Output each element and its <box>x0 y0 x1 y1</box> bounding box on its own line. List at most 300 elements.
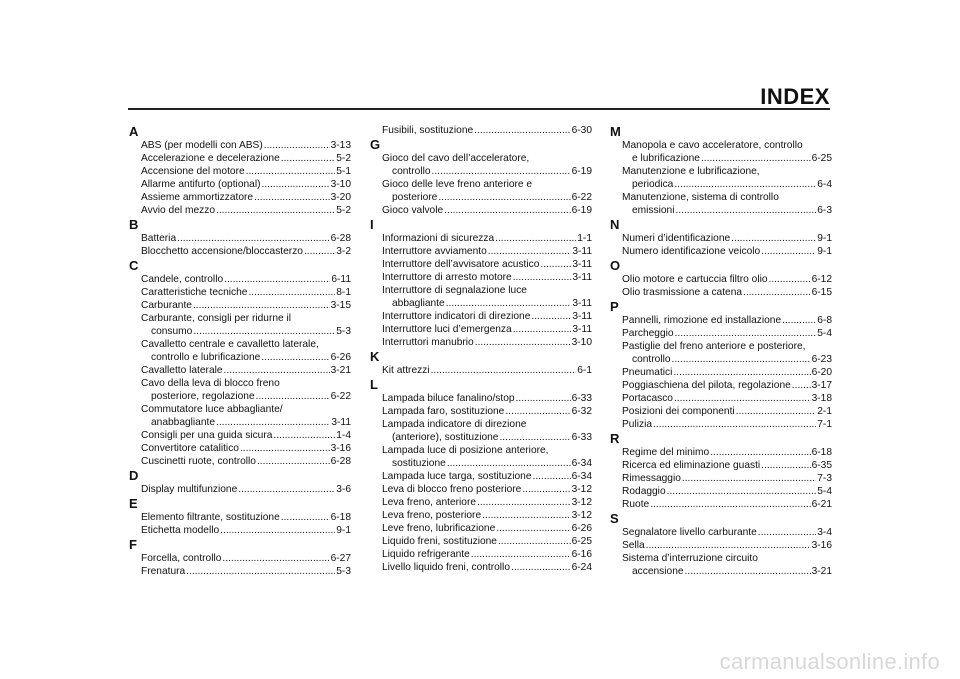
index-entry-label: Frenatura <box>141 566 186 577</box>
leader-dots <box>531 310 571 323</box>
watermark: carmanualsonline.info <box>719 649 940 674</box>
leader-dots <box>254 191 330 204</box>
index-entry <box>370 336 592 349</box>
index-entry-label: Cuscinetti ruote, controllo <box>141 456 256 467</box>
page-reference: 5-1 <box>336 166 351 177</box>
page-reference: 6-33 <box>571 393 592 404</box>
index-entry-label: controllo e lubrificazione <box>151 352 261 363</box>
index-entry <box>129 338 351 364</box>
leader-dots <box>675 327 817 340</box>
leader-dots <box>646 539 811 552</box>
index-entry-label: Parcheggio <box>622 328 674 339</box>
leader-dots <box>216 204 335 217</box>
index-entry-label: Interruttore avviamento <box>382 246 487 257</box>
index-entry-label: Numero identificazione veicolo <box>622 246 761 257</box>
page-reference: 6-19 <box>571 205 592 216</box>
index-entry <box>129 204 351 217</box>
leader-dots <box>667 485 817 498</box>
leader-dots <box>222 552 329 565</box>
leader-dots <box>474 124 570 137</box>
index-entry <box>610 232 832 245</box>
leader-dots <box>216 416 330 429</box>
index-entry <box>370 271 592 284</box>
page-reference: 6-26 <box>571 523 592 534</box>
index-entry-label: Leva di blocco freno posteriore <box>382 484 522 495</box>
section-letter: L <box>370 377 378 392</box>
leader-dots <box>682 472 816 485</box>
index-entry <box>129 165 351 178</box>
page-reference: 5-3 <box>336 326 351 337</box>
index-entry-label: sostituzione <box>392 458 446 469</box>
leader-dots <box>761 459 810 472</box>
leader-dots <box>533 470 571 483</box>
leader-dots <box>273 429 335 442</box>
page-reference: 5-4 <box>817 328 832 339</box>
index-entry <box>610 286 832 299</box>
page-reference: 3-11 <box>572 246 592 257</box>
index-entry <box>129 245 351 258</box>
page-reference: 6-24 <box>571 562 592 573</box>
index-entry <box>610 392 832 405</box>
index-entry-label: Convertitore catalitico <box>141 443 239 454</box>
section-letter: D <box>129 468 139 483</box>
leader-dots <box>224 273 330 286</box>
index-entry <box>129 403 351 429</box>
index-entry-label-line: Manutenzione e lubrificazione, <box>622 166 760 177</box>
index-entry <box>129 139 351 152</box>
index-entry <box>129 232 351 245</box>
page-reference: 6-34 <box>571 471 592 482</box>
index-entry <box>129 377 351 403</box>
leader-dots <box>432 165 571 178</box>
page-reference: 6-32 <box>571 406 592 417</box>
section-letter: N <box>610 217 620 232</box>
index-entry-label: anabbagliante <box>151 417 216 428</box>
index-entry-label: Posizioni dei componenti <box>622 406 735 417</box>
section-letter: O <box>610 258 621 273</box>
page-reference: 9-1 <box>817 233 832 244</box>
leader-dots <box>792 379 811 392</box>
index-entry <box>370 178 592 204</box>
index-entry <box>370 284 592 310</box>
index-entry-label-line: Manutenzione, sistema di controllo <box>622 192 779 203</box>
leader-dots <box>447 457 571 470</box>
page-reference: 9-1 <box>817 246 832 257</box>
index-entry-label-line: Carburante, consigli per ridurne il <box>141 313 292 324</box>
page-reference: 3-11 <box>572 298 592 309</box>
page-reference: 6-28 <box>330 456 351 467</box>
leader-dots <box>653 418 816 431</box>
index-entry-label-line: Lampada luce di posizione anteriore, <box>382 445 549 456</box>
leader-dots <box>672 353 811 366</box>
leader-dots <box>257 455 330 468</box>
leader-dots <box>736 405 817 418</box>
leader-dots <box>674 392 811 405</box>
index-entry-label: Lampada luce targa, sostituzione <box>382 471 532 482</box>
leader-dots <box>496 522 570 535</box>
index-entry-label-line: Gioco del cavo dell’acceleratore, <box>382 153 530 164</box>
index-entry-label: Ricerca ed eliminazione guasti <box>622 460 761 471</box>
leader-dots <box>522 483 570 496</box>
index-entry <box>370 204 592 217</box>
index-entry-label: Avvio del mezzo <box>141 205 215 216</box>
section-letter: G <box>370 137 381 152</box>
index-entry <box>610 459 832 472</box>
page-reference: 6-27 <box>330 553 351 564</box>
index-entry-label: controllo <box>392 166 431 177</box>
index-entry <box>129 364 351 377</box>
leader-dots <box>304 245 335 258</box>
page-reference: 6-25 <box>571 536 592 547</box>
section-letter: A <box>129 124 139 139</box>
leader-dots <box>650 498 810 511</box>
index-entry <box>610 405 832 418</box>
index-entry <box>129 299 351 312</box>
page-reference: 3-11 <box>572 272 592 283</box>
index-entry-label: Segnalatore livello carburante <box>622 527 757 538</box>
index-entry <box>370 258 592 271</box>
index-entry <box>129 442 351 455</box>
page-reference: 3-15 <box>330 300 351 311</box>
leader-dots <box>673 366 810 379</box>
leader-dots <box>281 152 336 165</box>
leader-dots <box>731 232 816 245</box>
page-reference: 6-8 <box>817 315 832 326</box>
index-entry-label: Forcella, controllo <box>141 553 222 564</box>
index-entry-label: Display multifunzione <box>141 484 238 495</box>
page-reference: 3-18 <box>811 393 832 404</box>
index-entry-label: Liquido freni, sostituzione <box>382 536 497 547</box>
page-reference: 3-12 <box>571 510 592 521</box>
index-entry-label: periodica <box>632 179 674 190</box>
index-entry-label: Olio motore e cartuccia filtro olio <box>622 274 768 285</box>
page-reference: 7-3 <box>817 473 832 484</box>
index-entry-label: Sella <box>622 540 645 551</box>
leader-dots <box>495 232 576 245</box>
leader-dots <box>475 336 571 349</box>
index-entry-label: Portacasco <box>622 393 673 404</box>
index-entry-label: Interruttore di arresto motore <box>382 272 512 283</box>
index-entry-label: abbagliante <box>392 298 445 309</box>
index-entry <box>610 418 832 431</box>
page-reference: 1-4 <box>336 430 351 441</box>
section-letter: I <box>370 217 374 232</box>
page-reference: 3-17 <box>811 380 832 391</box>
index-entry-label: Lampada biluce fanalino/stop <box>382 393 515 404</box>
index-entry-label: Interruttore dell’avvisatore acustico <box>382 259 540 270</box>
index-entry-label: Accensione del motore <box>141 166 245 177</box>
index-entry <box>370 310 592 323</box>
index-entry-label: Gioco valvole <box>382 205 444 216</box>
index-entry-label: Caratteristiche tecniche <box>141 287 248 298</box>
page-reference: 3-16 <box>811 540 832 551</box>
page-reference: 6-16 <box>571 549 592 560</box>
leader-dots <box>482 509 571 522</box>
index-entry-label: accensione <box>632 566 684 577</box>
index-entry-label: Poggiaschiena del pilota, regolazione <box>622 380 791 391</box>
index-entry-label: Rimessaggio <box>622 473 681 484</box>
page-reference: 6-35 <box>811 460 832 471</box>
index-entry-label: Candele, controllo <box>141 274 224 285</box>
index-entry <box>610 191 832 217</box>
page-reference: 6-23 <box>811 354 832 365</box>
index-entry-label-line: Sistema d’interruzione circuito <box>622 553 758 564</box>
page-reference: 6-21 <box>811 499 832 510</box>
index-entry-label: (anteriore), sostituzione <box>392 432 499 443</box>
index-entry-label-line: Cavalletto centrale e cavalletto laterale, <box>141 339 319 350</box>
index-entry <box>370 245 592 258</box>
index-entry <box>370 152 592 178</box>
leader-dots <box>224 364 330 377</box>
index-entry <box>370 418 592 444</box>
index-entry <box>610 327 832 340</box>
page-reference: 3-10 <box>330 179 351 190</box>
leader-dots <box>238 483 335 496</box>
page-reference: 1-1 <box>577 233 592 244</box>
page-reference: 6-33 <box>571 432 592 443</box>
index-entry-label-line: Gioco delle leve freno anteriore e <box>382 179 533 190</box>
page-reference: 3-12 <box>571 484 592 495</box>
index-entry <box>370 483 592 496</box>
page-reference: 3-11 <box>572 324 592 335</box>
page-reference: 8-1 <box>336 287 351 298</box>
index-entry-label: Pulizia <box>622 419 653 430</box>
page-reference: 3-2 <box>336 246 351 257</box>
index-entry <box>370 509 592 522</box>
index-entry-label: Accelerazione e decelerazione <box>141 153 280 164</box>
index-entry-label-line: Interruttore di segnalazione luce <box>382 285 527 296</box>
index-entry <box>370 124 592 137</box>
leader-dots <box>431 364 577 377</box>
index-entry <box>610 139 832 165</box>
leader-dots <box>240 442 330 455</box>
index-entry-label: Olio trasmissione a catena <box>622 287 743 298</box>
index-entry <box>610 446 832 459</box>
index-entry-label: Interruttore luci d’emergenza <box>382 324 512 335</box>
leader-dots <box>261 351 329 364</box>
index-entry-label: Pannelli, rimozione ed installazione <box>622 315 782 326</box>
index-entry <box>370 535 592 548</box>
section-letter: R <box>610 431 620 446</box>
index-entry-label: emissioni <box>632 205 675 216</box>
index-entry <box>610 245 832 258</box>
index-entry <box>129 191 351 204</box>
index-entry-label: Kit attrezzi <box>382 365 430 376</box>
page-reference: 6-4 <box>817 179 832 190</box>
page-reference: 3-12 <box>571 497 592 508</box>
section-letter: M <box>610 124 621 139</box>
index-entry-label: Carburante <box>141 300 192 311</box>
index-entry-label: Leva freno, posteriore <box>382 510 482 521</box>
index-entry-label: Etichetta modello <box>141 525 220 536</box>
page-reference: 3-4 <box>817 527 832 538</box>
page-reference: 6-22 <box>571 192 592 203</box>
leader-dots <box>505 405 570 418</box>
section-letter: P <box>610 299 619 314</box>
index-entry <box>370 405 592 418</box>
leader-dots <box>675 204 816 217</box>
index-entry <box>610 472 832 485</box>
page-reference: 3-16 <box>330 443 351 454</box>
leader-dots <box>264 139 330 152</box>
page-reference: 3-10 <box>571 337 592 348</box>
page-reference: 6-30 <box>571 125 592 136</box>
index-entry <box>610 314 832 327</box>
section-letter: B <box>129 217 139 232</box>
title-divider <box>128 108 830 110</box>
page-reference: 6-18 <box>811 447 832 458</box>
index-entry <box>610 485 832 498</box>
page-reference: 6-3 <box>817 205 832 216</box>
index-entry-label: Rodaggio <box>622 486 666 497</box>
leader-dots <box>477 496 571 509</box>
leader-dots <box>444 204 570 217</box>
page-reference: 2-1 <box>817 406 832 417</box>
page-reference: 5-2 <box>336 205 351 216</box>
page-reference: 5-4 <box>817 486 832 497</box>
index-entry <box>610 273 832 286</box>
index-entry <box>129 273 351 286</box>
index-entry-label: Liquido refrigerante <box>382 549 470 560</box>
index-entry-label: Regime del minimo <box>622 447 710 458</box>
index-entry <box>129 455 351 468</box>
index-entry-label: Allarme antifurto (optional) <box>141 179 261 190</box>
leader-dots <box>513 323 572 336</box>
index-entry-label-line: Cavo della leva di blocco freno <box>141 378 280 389</box>
index-entry <box>370 392 592 405</box>
leader-dots <box>513 271 572 284</box>
index-entry <box>370 522 592 535</box>
index-entry <box>129 178 351 191</box>
leader-dots <box>674 178 816 191</box>
leader-dots <box>761 245 816 258</box>
index-entry <box>610 539 832 552</box>
index-entry <box>129 152 351 165</box>
index-entry-label-line: Lampada indicatore di direzione <box>382 419 527 430</box>
leader-dots <box>685 565 811 578</box>
index-entry <box>610 526 832 539</box>
leader-dots <box>177 232 330 245</box>
page-reference: 6-12 <box>811 274 832 285</box>
leader-dots <box>446 297 572 310</box>
page-title: INDEX <box>760 84 830 109</box>
leader-dots <box>220 524 335 537</box>
leader-dots <box>701 152 811 165</box>
section-letter: E <box>129 496 138 511</box>
leader-dots <box>710 446 810 459</box>
index-entry <box>610 165 832 191</box>
index-entry-label-line: Pastiglie del freno anteriore e posteriore, <box>622 341 806 352</box>
page-reference: 6-28 <box>330 233 351 244</box>
page-reference: 3-13 <box>330 140 351 151</box>
leader-dots <box>193 299 330 312</box>
leader-dots <box>281 511 330 524</box>
index-entry <box>370 232 592 245</box>
index-entry-label: Batteria <box>141 233 177 244</box>
page-reference: 6-11 <box>331 274 351 285</box>
index-entry-label: consumo <box>151 326 193 337</box>
index-entry <box>370 470 592 483</box>
section-letter: C <box>129 258 139 273</box>
index-entry <box>129 312 351 338</box>
index-entry <box>129 429 351 442</box>
index-entry <box>610 366 832 379</box>
leader-dots <box>246 165 336 178</box>
index-entry <box>129 552 351 565</box>
leader-dots <box>540 258 571 271</box>
page-reference: 6-25 <box>811 153 832 164</box>
leader-dots <box>248 286 335 299</box>
page-reference: 3-20 <box>330 192 351 203</box>
index-column-1 <box>129 124 351 578</box>
page-reference: 5-3 <box>336 566 351 577</box>
index-entry-label: Leve freno, lubrificazione <box>382 523 496 534</box>
leader-dots <box>769 273 811 286</box>
index-entry-label: Consigli per una guida sicura <box>141 430 273 441</box>
index-entry <box>610 340 832 366</box>
index-column-3 <box>610 124 832 578</box>
leader-dots <box>758 526 816 539</box>
page-reference: 9-1 <box>336 525 351 536</box>
index-entry <box>129 565 351 578</box>
index-entry-label: Ruote <box>622 499 650 510</box>
page-reference: 6-20 <box>811 367 832 378</box>
index-entry <box>129 524 351 537</box>
index-entry <box>129 286 351 299</box>
leader-dots <box>471 548 571 561</box>
page-reference: 6-19 <box>571 166 592 177</box>
leader-dots <box>186 565 335 578</box>
index-entry-label: Lampada faro, sostituzione <box>382 406 505 417</box>
index-entry-label-line: Manopola e cavo acceleratore, controllo <box>622 140 803 151</box>
leader-dots <box>261 178 329 191</box>
index-entry-label: Fusibili, sostituzione <box>382 125 474 136</box>
page-reference: 6-22 <box>330 391 351 402</box>
index-entry-label-line: Commutatore luce abbagliante/ <box>141 404 283 415</box>
index-entry-label: posteriore <box>392 192 438 203</box>
index-entry <box>370 496 592 509</box>
index-entry-label: Numeri d’identificazione <box>622 233 731 244</box>
index-entry <box>370 561 592 574</box>
index-entry-label: Livello liquido freni, controllo <box>382 562 510 573</box>
leader-dots <box>438 191 570 204</box>
index-entry <box>129 483 351 496</box>
leader-dots <box>256 390 330 403</box>
index-entry <box>610 552 832 578</box>
page-reference: 3-11 <box>331 417 351 428</box>
leader-dots <box>743 286 811 299</box>
index-entry <box>610 498 832 511</box>
index-entry-label: Interruttore indicatori di direzione <box>382 311 531 322</box>
page-reference: 6-34 <box>571 458 592 469</box>
index-entry-label: Cavalletto laterale <box>141 365 223 376</box>
index-entry <box>129 511 351 524</box>
page-reference: 6-15 <box>811 287 832 298</box>
leader-dots <box>488 245 572 258</box>
index-entry-label: Informazioni di sicurezza <box>382 233 495 244</box>
index-entry-label: ABS (per modelli con ABS) <box>141 140 263 151</box>
index-entry-label: Elemento filtrante, sostituzione <box>141 512 280 523</box>
index-entry-label: Assieme ammortizzatore <box>141 192 254 203</box>
leader-dots <box>516 392 571 405</box>
page-reference: 3-21 <box>811 566 832 577</box>
page-reference: 6-18 <box>330 512 351 523</box>
section-letter: F <box>129 537 137 552</box>
page-reference: 3-11 <box>572 259 592 270</box>
leader-dots <box>511 561 571 574</box>
index-entry <box>610 379 832 392</box>
index-entry-label: Blocchetto accensione/bloccasterzo <box>141 246 303 257</box>
